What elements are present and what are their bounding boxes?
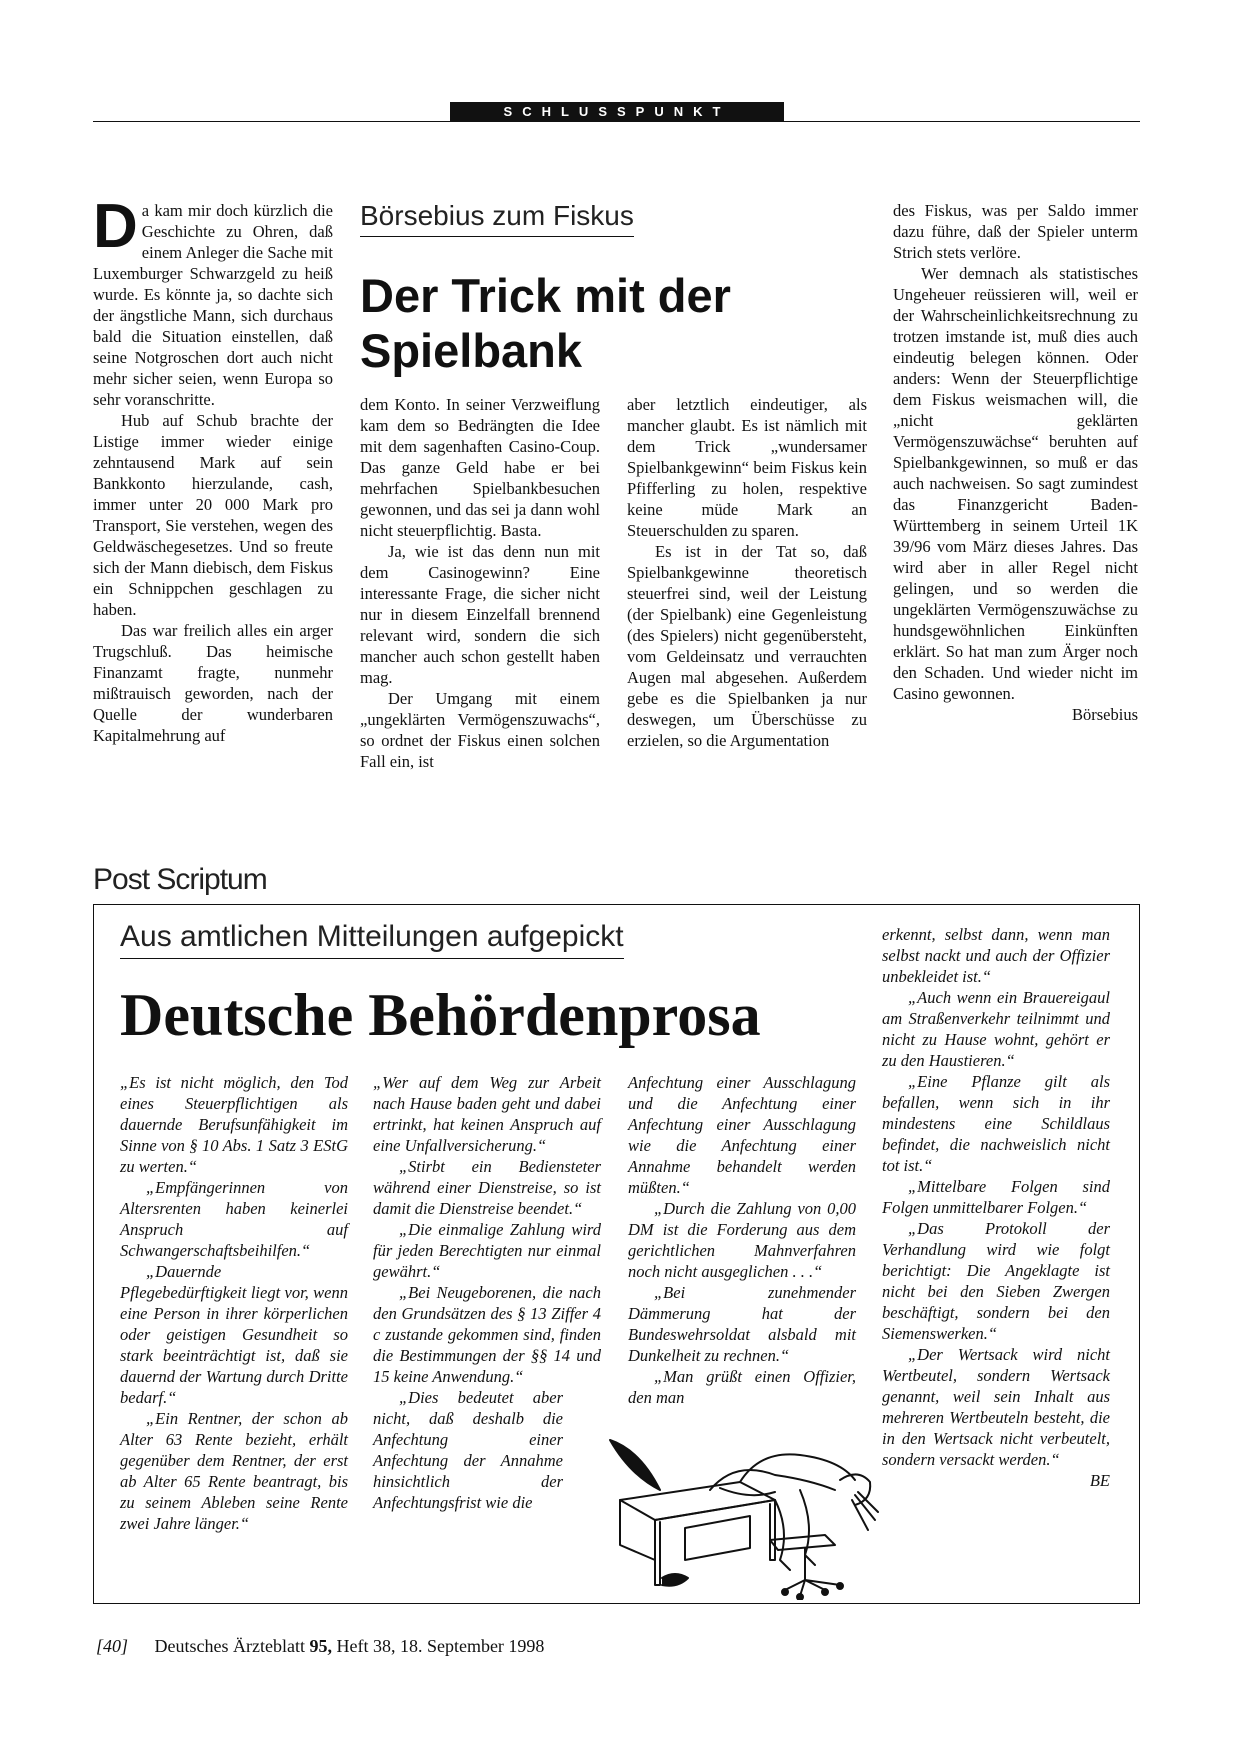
postscript-kicker: Aus amtlichen Mitteilungen aufgepickt <box>120 920 624 959</box>
article-column-3 <box>627 394 867 751</box>
postscript-headline: Deutsche Behördenprosa <box>120 982 761 1048</box>
page-footer <box>96 1636 544 1657</box>
postscript-column-3 <box>628 1072 856 1408</box>
quote-paragraph: „Man grüßt einen Offizier, den man <box>628 1367 856 1407</box>
article-paragraph: aber letztlich eindeutiger, als mancher glaubt. Es ist nämlich mit dem Trick „wundersamer Spielbankgewinn“ beim Fiskus kein Pfifferling zu holen, respektive keine müde Mark an Steuerschulden zu sparen. <box>627 395 867 540</box>
article-paragraph: Da kam mir doch kürzlich die Geschichte zu Ohren, daß einem Anleger die Sache mit Luxemburger Schwarzgeld zu heiß wurde. Es könnte ja, so dachte sich der ängstliche Mann, sich durchaus bald die Situation einstellen, daß seine Notgroschen dort auch nicht mehr sicher seien, wenn Europa so sehr voranschritte. <box>93 192 333 409</box>
journal-name: Deutsches Ärzteblatt <box>154 1636 305 1656</box>
quote-paragraph: „Auch wenn ein Brauereigaul am Straßenverkehr teilnimmt und nicht zu Hause wohnt, gehört er zu den Haustieren.“ <box>882 988 1110 1070</box>
postscript-label: Post Scriptum <box>93 863 267 896</box>
quote-paragraph: „Das Protokoll der Verhandlung wird wie folgt berichtigt: Die Angeklagte ist nicht bei den Sieben Zwergen beschäftigt, sondern bei den Siemenswerken.“ <box>882 1219 1110 1343</box>
page-number: [40] <box>96 1636 129 1656</box>
quote-paragraph: „Die einmalige Zahlung wird für jeden Berechtigten nur einmal gewährt.“ <box>373 1220 601 1281</box>
quote-paragraph: „Es ist nicht möglich, den Tod eines Steuerpflichtigen als dauernde Berufsunfähigkeit im Sinne von § 10 Abs. 1 Satz 3 EStG zu werten.“ <box>120 1073 348 1176</box>
article-column-1 <box>93 192 333 746</box>
journal-volume: 95, <box>309 1636 332 1656</box>
quote-paragraph: „Eine Pflanze gilt als befallen, wenn sich in ihr mindestens eine Schildlaus befindet, die nachweislich nicht tot ist.“ <box>882 1072 1110 1175</box>
quote-paragraph: Anfechtung einer Ausschlagung und die Anfechtung einer Anfechtung einer Ausschlagung wie die Anfechtung einer Annahme behandelt werden müßten.“ <box>628 1073 856 1197</box>
quote-paragraph: „Stirbt ein Bediensteter während einer Dienstreise, so ist damit die Dienstreise beendet.“ <box>373 1157 601 1218</box>
headline-line-2: Spielbank <box>360 324 583 377</box>
postscript-column-1 <box>120 1072 348 1534</box>
quote-paragraph: „Durch die Zahlung von 0,00 DM ist die Forderung aus dem gerichtlichen Mahnverfahren noch nicht ausgeglichen . . .“ <box>628 1199 856 1281</box>
article-paragraph: dem Konto. In seiner Verzweiflung kam dem so Bedrängten die Idee mit dem sagenhaften Casino-Coup. Das ganze Geld habe er bei mehrfachen Spielbankbesuchen gewonnen, und das sei ja dann wohl nicht steuerpflichtig. Basta. <box>360 395 600 540</box>
headline-line-1: Der Trick mit der <box>360 269 731 322</box>
article-paragraph: Hub auf Schub brachte der Listige immer wieder einige zehntausend Mark auf sein Bankkonto hierzulande, cash, immer unter 20 000 Mark pro Transport, Sie verstehen, wegen des Geldwäschegesetzes. Und so freute sich der Mann diebisch, dem Fiskus ein Schnippchen geschlagen zu haben. <box>93 411 333 619</box>
journal-issue: Heft 38, 18. September 1998 <box>336 1636 545 1656</box>
quote-paragraph: „Dauernde Pflegebedürftigkeit liegt vor, wenn eine Person in ihrer körperlichen oder geistigen Gesundheit so stark beeinträchtigt ist, daß sie dauernd der Wartung durch Dritte bedarf.“ <box>120 1262 348 1407</box>
article-kicker: Börsebius zum Fiskus <box>360 200 634 237</box>
quote-paragraph: „Bei Neugeborenen, die nach den Grundsätzen des § 13 Ziffer 4 c zustande gekommen sind, finden die Bestimmungen der §§ 14 und 15 keine Anwendung.“ <box>373 1283 601 1386</box>
article-headline <box>360 268 820 378</box>
section-label: SCHLUSSPUNKT <box>450 102 784 122</box>
postscript-column-2 <box>373 1072 601 1513</box>
quote-paragraph: „Dies bedeutet aber nicht, daß deshalb die Anfechtung einer Anfechtung der Annahme hinsichtlich der Anfechtungsfrist wie die <box>373 1388 563 1512</box>
postscript-signature: BE <box>1089 1471 1110 1490</box>
quote-paragraph: „Bei zunehmender Dämmerung hat der Bundeswehrsoldat alsbald mit Dunkelheit zu rechnen.“ <box>628 1283 856 1365</box>
article-paragraph: Wer demnach als statistisches Ungeheuer reüssieren will, weil er der Wahrscheinlichkeitsrechnung zu trotzen imstande ist, muß dies auch eindeutig belegen können. Oder anders: Wenn der Steuerpflichtige dem Fiskus weismachen will, die „nicht geklärten Vermögenszuwächse“ beruhten auf Spielbankgewinnen, so muß er das auch nachweisen. So sagt zumindest das Finanzgericht Baden-Württemberg in seinem Urteil 1K 39/96 vom März dieses Jahres. Das wird aber in aller Regel nicht gelingen, und so werden die ungeklärten Vermögenszuwächse zu hundsgewöhnlichen Einkünften erklärt. So hat man zum Ärger noch den Schaden. Und wieder nicht im Casino gewonnen. <box>893 264 1138 703</box>
article-paragraph: Das war freilich alles ein arger Trugschluß. Das heimische Finanzamt fragte, nunmehr mißtrauisch geworden, nach der Quelle der wunderbaren Kapitalmehrung auf <box>93 621 333 745</box>
quote-paragraph: „Der Wertsack wird nicht Wertbeutel, sondern Wertsack genannt, weil sein Inhalt aus mehreren Wertbeuteln besteht, die in den Wertsack nicht verbeutelt, sondern versackt werden.“ <box>882 1345 1110 1469</box>
quote-paragraph: erkennt, selbst dann, wenn man selbst nackt und auch der Offizier unbekleidet ist.“ <box>882 925 1110 986</box>
quote-paragraph: „Ein Rentner, der schon ab Alter 63 Rente bezieht, erhält gegenüber dem Rentner, der erst ab Alter 65 Rente beantragt, bis zu seinem Ableben seine Rente zwei Jahre länger.“ <box>120 1409 348 1533</box>
article-column-2 <box>360 394 600 772</box>
cartoon-illustration <box>600 1420 880 1600</box>
article-paragraph: Der Umgang mit einem „ungeklärten Vermögenszuwachs“, so ordnet der Fiskus einen solchen Fall ein, ist <box>360 689 600 771</box>
article-column-4 <box>893 200 1138 725</box>
postscript-column-4 <box>882 924 1110 1491</box>
quote-paragraph: „Wer auf dem Weg zur Arbeit nach Hause baden geht und dabei ertrinkt, hat keinen Anspruch auf eine Unfallversicherung.“ <box>373 1073 601 1155</box>
article-signature: Börsebius <box>1072 705 1138 724</box>
quote-paragraph: „Empfängerinnen von Altersrenten haben keinerlei Anspruch auf Schwangerschaftsbeihilfen.“ <box>120 1178 348 1260</box>
article-paragraph: des Fiskus, was per Saldo immer dazu führe, daß der Spieler unterm Strich stets verlöre. <box>893 201 1138 262</box>
article-paragraph: Es ist in der Tat so, daß Spielbankgewinne theoretisch steuerfrei sind, weil der Leistung (der Spielbank) eine Gegenleistung (des Spielers) nicht gegenübersteht, vom Geldeinsatz und verrauchten Augen mal abgesehen. Außerdem gebe es die Spielbanken ja nur deswegen, um Überschüsse zu erzielen, so die Argumentation <box>627 542 867 750</box>
quote-paragraph: „Mittelbare Folgen sind Folgen unmittelbarer Folgen.“ <box>882 1177 1110 1217</box>
article-paragraph: Ja, wie ist das denn nun mit dem Casinogewinn? Eine interessante Frage, die sicher nicht nur in diesem Einzelfall brennend relevant wird, sondern die sich mancher auch schon gestellt haben mag. <box>360 542 600 687</box>
